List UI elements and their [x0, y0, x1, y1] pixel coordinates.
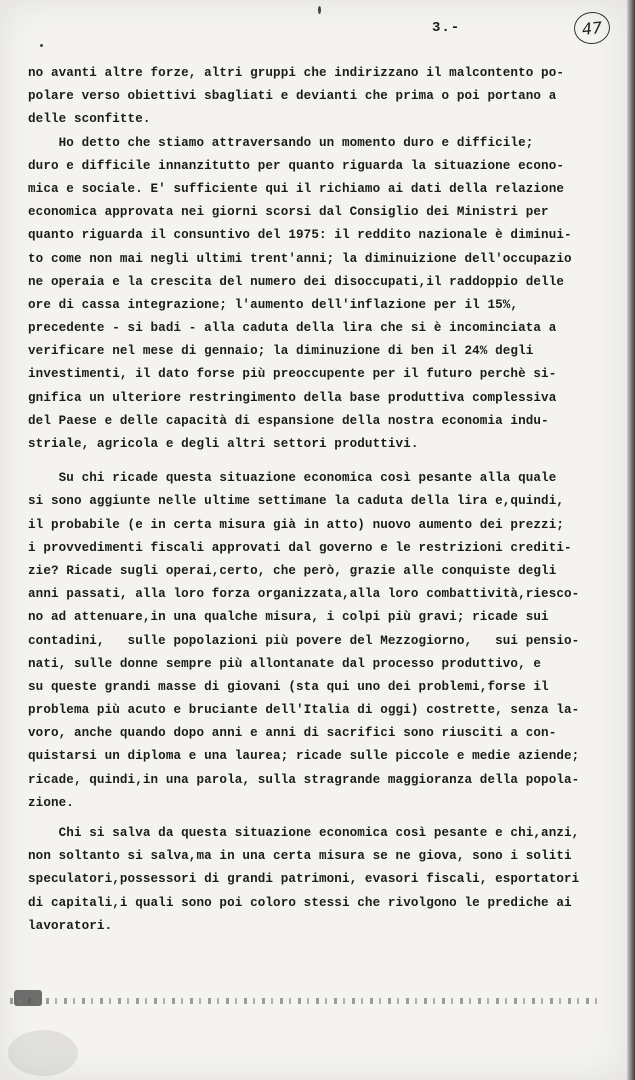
- text-line: no avanti altre forze, altri gruppi che indirizzano il malcontento po-: [28, 66, 565, 80]
- text-line: precedente - si badi - alla caduta della lira che si è incominciata a: [28, 321, 557, 336]
- text-line: il probabile (e in certa misura già in atto) nuovo aumento dei prezzi;: [28, 517, 565, 532]
- faded-watermark: [8, 1030, 78, 1076]
- scan-noise-strip: [0, 990, 627, 1080]
- text-line: Ho detto che stiamo attraversando un momento duro e difficile;: [28, 135, 534, 150]
- text-line: quistarsi un diploma e una laurea; ricade sulle piccole e medie aziende;: [28, 749, 580, 764]
- text-line: nati, sulle donne sempre più allontanate dal processo produttivo, e: [28, 656, 542, 671]
- text-line: del Paese e delle capacità di espansione della nostra economia indu-: [28, 413, 549, 428]
- text-line: non soltanto si salva,ma in una certa misura se ne giova, sono i soliti: [28, 849, 572, 864]
- text-line: zione.: [28, 795, 74, 810]
- text-line: ne operaia e la crescita del numero dei disoccupati,il raddoppio delle: [28, 274, 565, 289]
- text-line: lavoratori.: [28, 918, 113, 933]
- text-line: economica approvata nei giorni scorsi dal Consiglio dei Ministri per: [28, 205, 549, 220]
- paragraph-gap: [28, 456, 588, 467]
- page-number: 3.-: [432, 20, 461, 36]
- paragraph-4: [28, 822, 588, 938]
- text-line: verificare nel mese di gennaio; la diminuzione di ben il 24% degli: [28, 344, 534, 359]
- text-line: quanto riguarda il consuntivo del 1975: il reddito nazionale è diminui-: [28, 228, 572, 243]
- page-edge-shadow: [627, 0, 635, 1080]
- text-line: i provvedimenti fiscali approvati dal governo e le restrizioni crediti-: [28, 540, 572, 555]
- text-line: mica e sociale. E' sufficiente qui il richiamo ai dati della relazione: [28, 181, 565, 196]
- scan-speck: [40, 44, 43, 47]
- scan-noise-bar: [10, 998, 600, 1004]
- paragraph-1: [28, 62, 588, 132]
- text-line: voro, anche quando dopo anni e anni di sacrifici sono riusciti a con-: [28, 726, 557, 741]
- text-line: to come non mai negli ultimi trent'anni; la diminuizione dell'occupazio: [28, 251, 572, 266]
- text-line: contadini, sulle popolazioni più povere del Mezzogiorno, sui pensio-: [28, 633, 580, 648]
- text-line: di capitali,i quali sono poi coloro stessi che rivolgono le prediche ai: [28, 895, 572, 910]
- text-line: delle sconfitte.: [28, 112, 151, 127]
- text-line: ore di cassa integrazione; l'aumento dell'inflazione per il 15%,: [28, 297, 519, 312]
- text-line: polare verso obiettivi sbagliati e devianti che prima o poi portano a: [28, 89, 557, 104]
- paragraph-2: [28, 132, 588, 457]
- paragraph-3: [28, 467, 588, 815]
- scan-speck: [318, 6, 321, 14]
- text-line: gnifica un ulteriore restringimento della base produttiva complessiva: [28, 390, 557, 405]
- text-line: zie? Ricade sugli operai,certo, che però, grazie alle conquiste degli: [28, 563, 557, 578]
- text-line: problema più acuto e bruciante dell'Italia di oggi) costrette, senza la-: [28, 703, 580, 718]
- text-line: su queste grandi masse di giovani (sta qui uno dei problemi,forse il: [28, 679, 549, 694]
- stamp-number: 47: [580, 17, 604, 39]
- text-line: striale, agricola e degli altri settori produttivi.: [28, 437, 419, 451]
- text-line: duro e difficile innanzitutto per quanto riguarda la situazione econo-: [28, 158, 565, 173]
- document-body: [28, 62, 588, 938]
- text-line: Chi si salva da questa situazione economica così pesante e chi,anzi,: [28, 826, 580, 840]
- text-line: si sono aggiunte nelle ultime settimane la caduta della lira e,quindi,: [28, 494, 565, 509]
- text-line: investimenti, il dato forse più preoccupente per il futuro perchè si-: [28, 367, 557, 382]
- text-line: Su chi ricade questa situazione economica così pesante alla quale: [28, 471, 557, 486]
- archive-stamp: [572, 10, 611, 46]
- text-line: anni passati, alla loro forza organizzata,alla loro combattività,riesco-: [28, 587, 580, 602]
- text-line: no ad attenuare,in una qualche misura, i colpi più gravi; ricade sui: [28, 610, 549, 625]
- text-line: speculatori,possessori di grandi patrimoni, evasori fiscali, esportatori: [28, 872, 580, 887]
- text-line: ricade, quindi,in una parola, sulla stragrande maggioranza della popola-: [28, 772, 580, 787]
- paragraph-gap: [28, 815, 588, 822]
